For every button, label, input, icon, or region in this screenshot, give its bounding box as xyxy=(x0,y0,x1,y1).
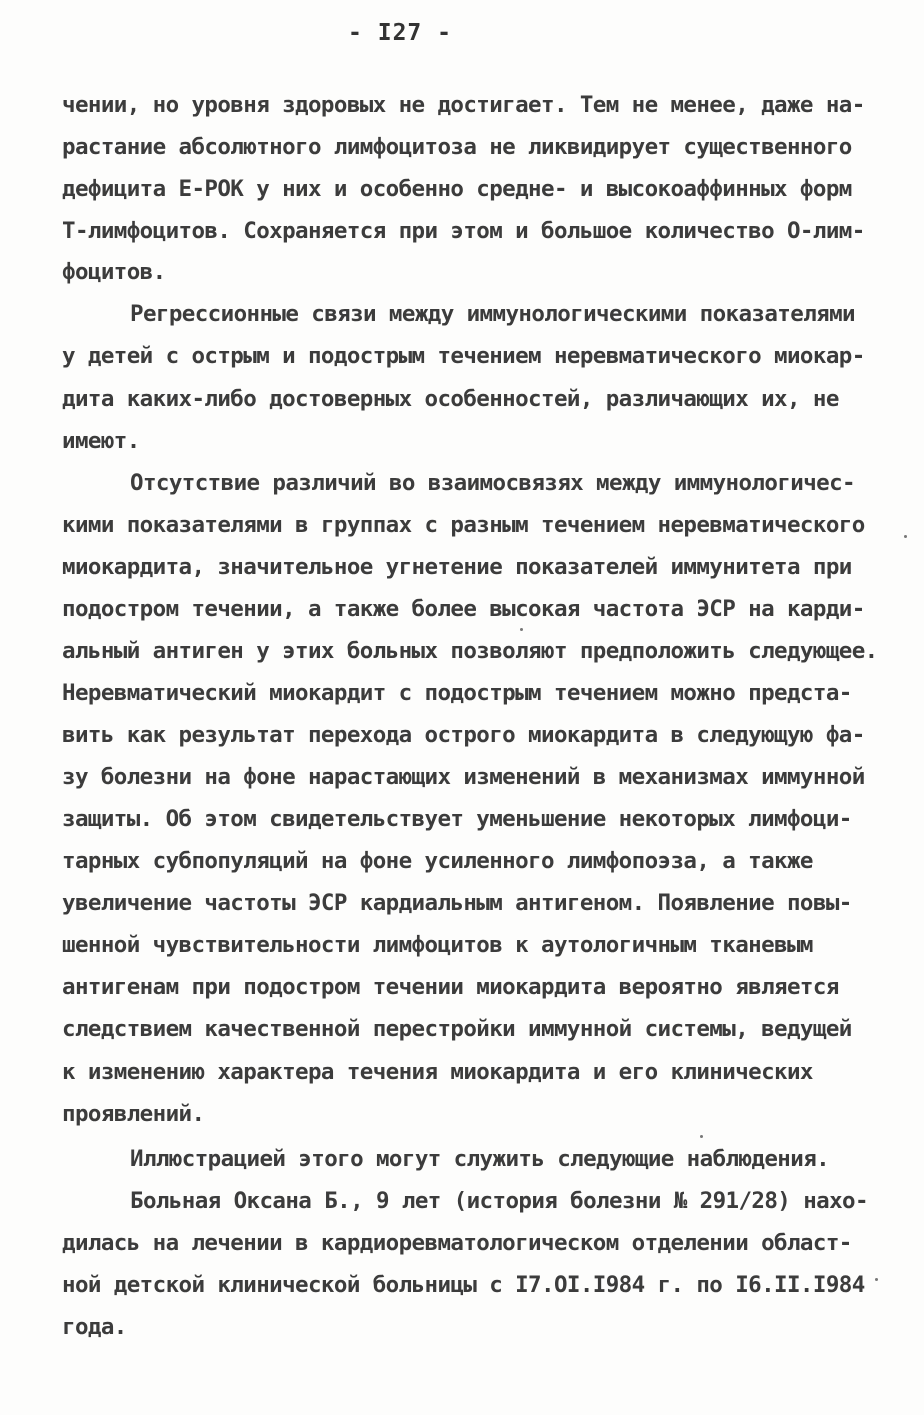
text-line: растание абсолютного лимфоцитоза не ликвидирует существенного xyxy=(62,134,852,160)
text-line: следствием качественной перестройки иммунной системы, ведущей xyxy=(62,1016,852,1042)
page-number: - I27 - xyxy=(348,20,452,46)
paragraph-first-line: Больная Оксана Б., 9 лет (история болезни № 291/28) нахо- xyxy=(130,1188,868,1214)
paragraph-first-line: Иллюстрацией этого могут служить следующие наблюдения. xyxy=(130,1146,830,1172)
text-line: Неревматический миокардит с подострым течением можно предста- xyxy=(62,680,852,706)
text-line: дефицита Е-РОК у них и особенно средне- и высокоаффинных форм xyxy=(62,176,852,202)
text-line: кими показателями в группах с разным течением неревматического xyxy=(62,512,865,538)
text-line: у детей с острым и подострым течением неревматического миокар- xyxy=(62,343,865,369)
text-line: шенной чувствительности лимфоцитов к аутологичным тканевым xyxy=(62,932,813,958)
text-line: альный антиген у этих больных позволяют предположить следующее. xyxy=(62,638,878,664)
text-line: дилась на лечении в кардиоревматологическом отделении област- xyxy=(62,1230,852,1256)
text-line: миокардита, значительное угнетение показателей иммунитета при xyxy=(62,554,852,580)
scan-speck xyxy=(875,1278,878,1281)
text-line: проявлений. xyxy=(62,1101,205,1127)
text-line: тарных субпопуляций на фоне усиленного лимфопоэза, а также xyxy=(62,848,813,874)
text-line: зу болезни на фоне нарастающих изменений в механизмах иммунной xyxy=(62,764,865,790)
text-line: чении, но уровня здоровых не достигает. Тем не менее, даже на- xyxy=(62,92,865,118)
text-line: вить как результат перехода острого миокардита в следующую фа- xyxy=(62,722,865,748)
text-line: имеют. xyxy=(62,428,140,454)
text-line: Т-лимфоцитов. Сохраняется при этом и большое количество О-лим- xyxy=(62,218,865,244)
text-line: к изменению характера течения миокардита и его клинических xyxy=(62,1059,813,1085)
text-line: ной детской клинической больницы с I7.OI.I984 г. по I6.II.I984 xyxy=(62,1272,865,1298)
text-line: защиты. Об этом свидетельствует уменьшение некоторых лимфоци- xyxy=(62,806,852,832)
paragraph-first-line: Регрессионные связи между иммунологическими показателями xyxy=(130,301,855,327)
scan-speck xyxy=(520,628,523,631)
scan-speck xyxy=(700,1135,703,1138)
text-line: антигенам при подостром течении миокардита вероятно является xyxy=(62,974,839,1000)
paragraph-first-line: Отсутствие различий во взаимосвязях между иммунологичес- xyxy=(130,470,855,496)
text-line: фоцитов. xyxy=(62,259,166,285)
text-line: года. xyxy=(62,1314,127,1340)
text-line: увеличение частоты ЭСР кардиальным антигеном. Появление повы- xyxy=(62,890,852,916)
text-line: дита каких-либо достоверных особенностей, различающих их, не xyxy=(62,386,839,412)
scan-speck xyxy=(904,535,907,538)
text-line: подостром течении, а также более высокая частота ЭСР на карди- xyxy=(62,596,865,622)
